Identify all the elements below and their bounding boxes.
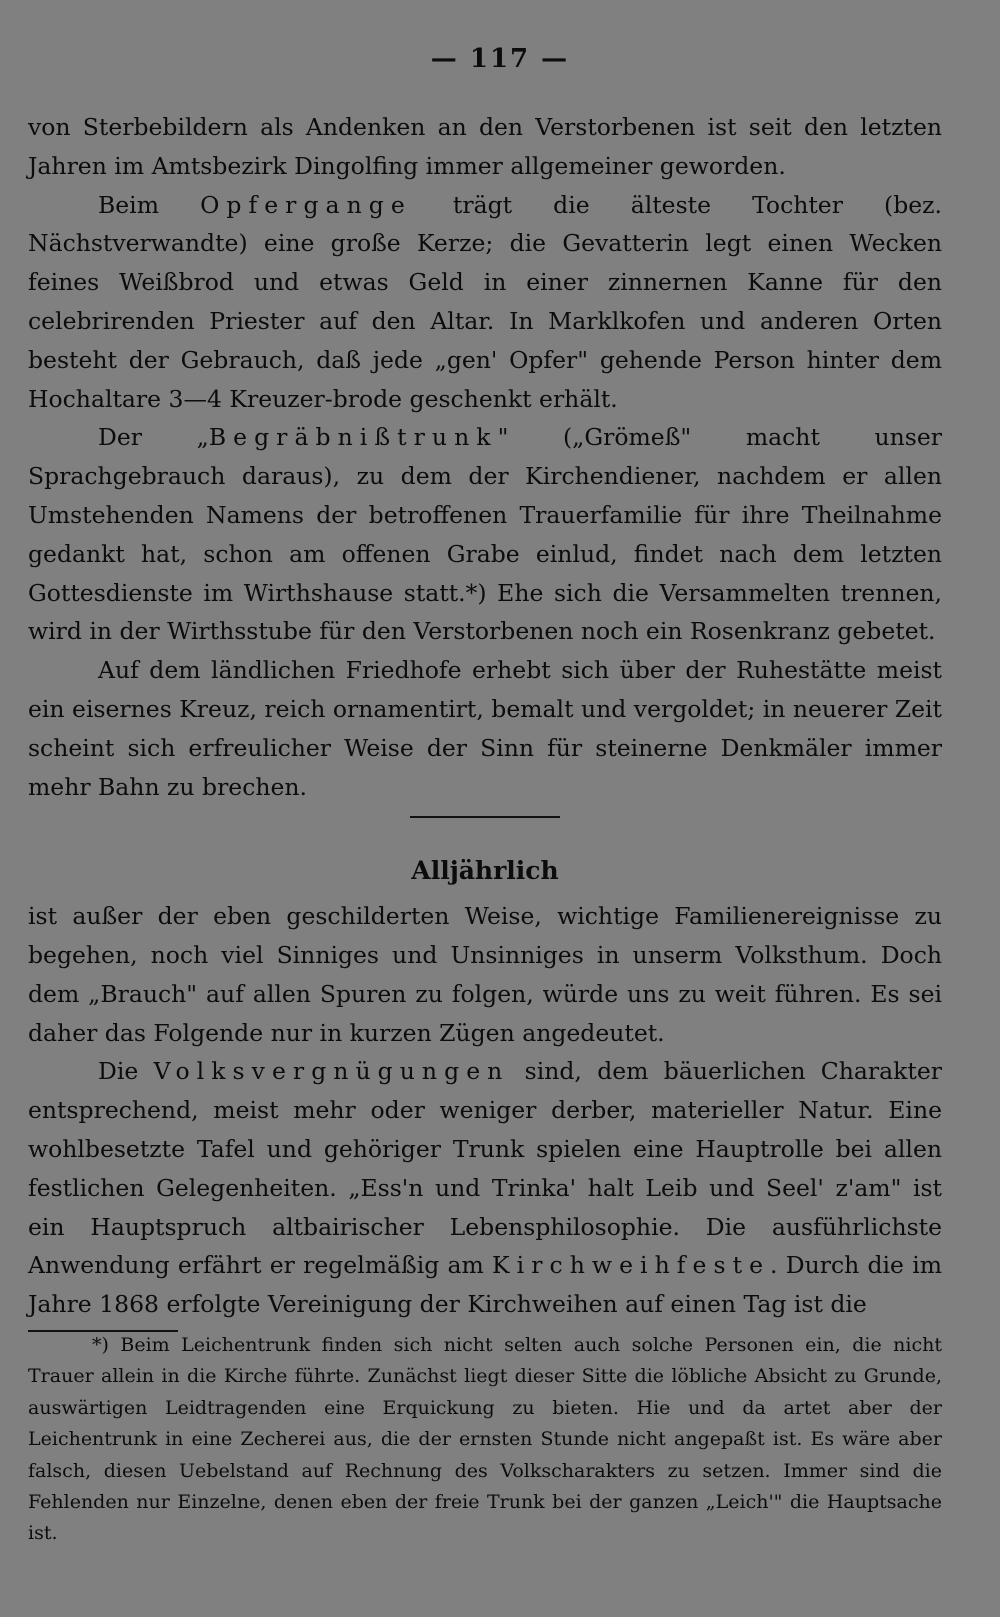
paragraph <box>28 418 942 651</box>
main-text <box>28 108 942 1332</box>
paragraph: von Sterbebildern als Andenken an den Verstorbenen ist seit den letzten Jahren im Amtsbezirk Dingolfing immer allgemeiner geworden. <box>28 113 942 180</box>
spaced-term: Opfergange <box>200 190 412 219</box>
paragraph: ist außer der eben geschilderten Weise, wichtige Familienereignisse zu begehen, noch viel Sinniges und Unsinniges in unserm Volksthum. Doch dem „Brauch" auf allen Spuren zu folgen, würde uns zu weit führen. Es sei daher das Folgende nur in kurzen Zügen angedeutet. <box>28 902 942 1047</box>
text-run: trägt die älteste Tochter (bez. Nächstverwandte) eine große Kerze; die Gevatterin legt einen Wecken feines Weißbrod und etwas Geld in einer zinnernen Kanne für den celebrirenden Priester auf den Altar. In Marklkofen und anderen Orten besteht der Gebrauch, daß jede „gen' Opfer" gehende Person hinter dem Hochaltare 3—4 Kreuzer-brode geschenkt erhält. <box>28 190 942 413</box>
paragraph <box>28 186 942 419</box>
text-run: " („Grömeß" macht unser Sprachgebrauch daraus), zu dem der Kirchendiener, nachdem er allen Umstehenden Namens der betroffenen Trauerfamilie für ihre Theilnahme gedankt hat, schon am offenen Grabe einlud, findet nach dem letzten Gottesdienste im Wirthshause statt.*) Ehe sich die Versammelten trennen, wird in der Wirthsstube für den Verstorbenen noch ein Rosenkranz gebetet. <box>28 423 942 646</box>
spaced-term: Volksvergnügungen <box>153 1057 510 1086</box>
text-run: Die <box>98 1057 154 1086</box>
footnote-text: *) Beim Leichentrunk finden sich nicht selten auch solche Personen ein, die nicht Trauer allein in die Kirche führte. Zunächst liegt dieser Sitte die löbliche Absicht zu Grunde, auswärtigen Leidtragenden eine Erquickung zu bieten. Hie und da artet aber der Leichentrunk in eine Zecherei aus, die der ernsten Stunde nicht angepaßt ist. Es wäre aber falsch, diesen Uebelstand auf Rechnung des Volkscharakters zu setzen. Immer sind die Fehlenden nur Einzelne, denen eben der freie Trunk bei der ganzen „Leich'" die Hauptsache ist. <box>28 1334 942 1545</box>
footnote <box>28 1330 942 1550</box>
spaced-term: Kirchweihfeste <box>492 1251 771 1280</box>
section-divider <box>410 816 560 818</box>
paragraph: Auf dem ländlichen Friedhofe erhebt sich über der Ruhestätte meist ein eisernes Kreuz, reich ornamentirt, bemalt und vergoldet; in neuerer Zeit scheint sich erfreulicher Weise der Sinn für steinerne Denkmäler immer mehr Bahn zu brechen. <box>28 656 942 801</box>
page-number: — 117 — <box>430 44 570 74</box>
text-run: . Durch die im Jahre 1868 erfolgte Vereinigung der Kirchweihen auf einen Tag ist die <box>28 1251 942 1319</box>
text-run: Beim <box>98 190 201 219</box>
paragraph <box>28 1052 942 1324</box>
text-run: Der „ <box>98 423 209 452</box>
spaced-term: Begräbnißtrunk <box>208 423 498 452</box>
text-run: sind, dem bäuerlichen Charakter entsprechend, meist mehr oder weniger derber, materieller Natur. Eine wohlbesetzte Tafel und gehöriger Trunk spielen eine Hauptrolle bei allen festlichen Gelegenheiten. „Ess'n und Trinka' halt Leib und Seel' z'am" ist ein Hauptspruch altbairischer Lebensphilosophie. Die ausführlichste Anwendung erfährt er regelmäßig am <box>28 1057 943 1280</box>
section-heading: Alljährlich <box>411 856 559 886</box>
